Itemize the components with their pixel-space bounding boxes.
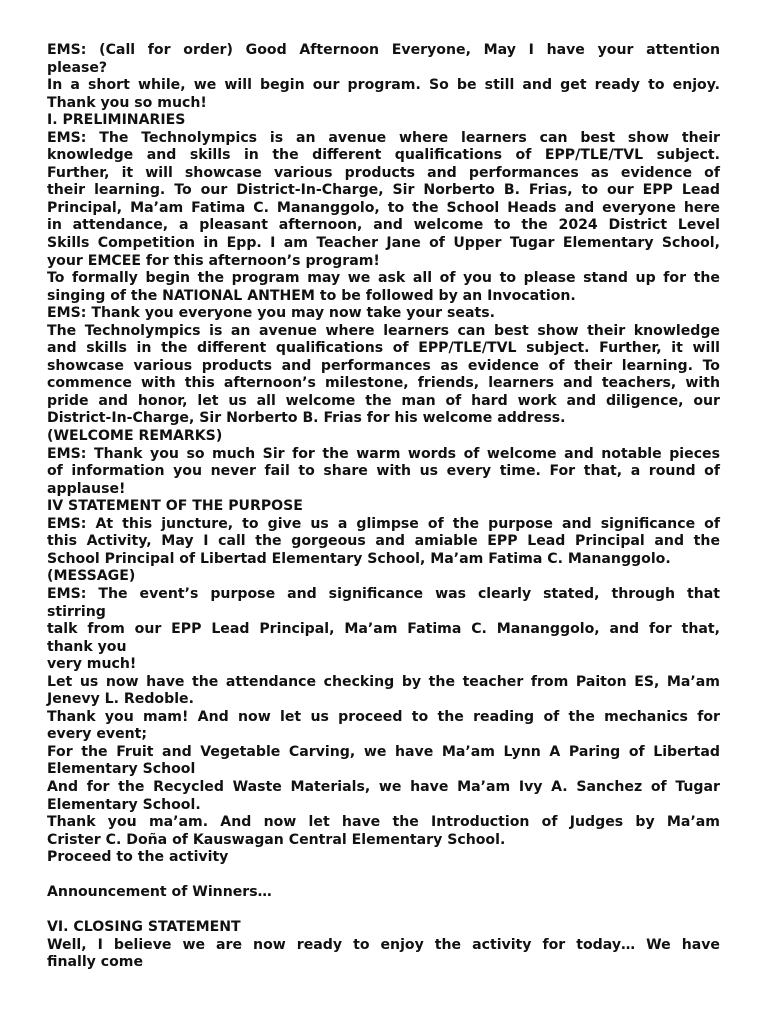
text-line: (WELCOME REMARKS)	[47, 428, 223, 445]
text-line: Elementary School.	[47, 796, 201, 813]
text-line: showcase various products and performances as evidence of their learning. To	[47, 357, 720, 374]
text-line: In a short while, we will begin our program. So be still and get ready to enjoy.	[47, 77, 720, 94]
text-line: pride and honor, let us all welcome the man of hard work and diligence, our	[47, 392, 720, 409]
text-line: EMS: Thank you so much Sir for the warm words of welcome and notable pieces	[47, 445, 720, 462]
paragraph	[47, 814, 720, 849]
text-line: Proceed to the activity	[47, 849, 229, 866]
text-line: IV STATEMENT OF THE PURPOSE	[47, 498, 303, 515]
text-line: EMS: (Call for order) Good Afternoon Everyone, May I have your attention	[47, 42, 720, 58]
document-body	[47, 42, 720, 972]
text-line: this Activity, May I call the gorgeous and amiable EPP Lead Principal and the	[47, 533, 720, 550]
text-line: Skills Competition in Epp. I am Teacher Jane of Upper Tugar Elementary School,	[47, 235, 720, 252]
text-line: EMS: The Technolympics is an avenue where learners can best show their	[47, 129, 720, 146]
text-line: your EMCEE for this afternoon’s program!	[47, 252, 380, 269]
text-line: talk from our EPP Lead Principal, Ma’am Fatima C. Mananggolo, and for that,	[47, 621, 720, 638]
text-line: knowledge and skills in the different qualifications of EPP/TLE/TVL subject.	[47, 147, 720, 164]
text-line: Let us now have the attendance checking by the teacher from Paiton ES, Ma’am	[47, 673, 720, 690]
text-line: School Principal of Libertad Elementary School, Ma’am Fatima C. Mananggolo.	[47, 550, 671, 567]
text-line: stirring	[47, 603, 106, 620]
text-line: EMS: At this juncture, to give us a glimpse of the purpose and significance of	[47, 515, 720, 532]
text-line: The Technolympics is an avenue where learners can best show their knowledge	[47, 322, 720, 339]
section-heading	[47, 112, 720, 130]
text-line: Thank you mam! And now let us proceed to the reading of the mechanics for	[47, 708, 720, 725]
text-line: For the Fruit and Vegetable Carving, we have Ma’am Lynn A Paring of Libertad	[47, 743, 720, 760]
paragraph	[47, 516, 720, 569]
text-line: Well, I believe we are now ready to enjoy the activity for today… We have	[47, 936, 720, 953]
text-line: Principal, Ma’am Fatima C. Mananggolo, to the School Heads and everyone here	[47, 199, 720, 216]
text-line: I. PRELIMINARIES	[47, 112, 186, 129]
paragraph	[47, 270, 720, 305]
text-line: thank you	[47, 638, 127, 655]
text-line: and skills in the different qualifications of EPP/TLE/TVL subject. Further, it will	[47, 340, 720, 357]
text-line: in attendance, a pleasant afternoon, and welcome to the 2024 District Level	[47, 217, 720, 234]
text-line: (MESSAGE)	[47, 568, 136, 585]
paragraph	[47, 884, 720, 902]
section-heading	[47, 919, 720, 937]
paragraph	[47, 674, 720, 709]
text-line: VI. CLOSING STATEMENT	[47, 919, 241, 936]
text-line: To formally begin the program may we ask all of you to please stand up for the	[47, 270, 720, 287]
section-heading	[47, 568, 720, 586]
text-line: EMS: The event’s purpose and significance was clearly stated, through that	[47, 585, 720, 602]
text-line: please?	[47, 59, 108, 76]
text-line: EMS: Thank you everyone you may now take your seats.	[47, 305, 495, 322]
text-line: very much!	[47, 656, 137, 673]
paragraph	[47, 586, 720, 621]
text-line: Jenevy L. Redoble.	[47, 691, 194, 708]
text-line: Further, it will showcase various products and performances as evidence of	[47, 164, 720, 181]
text-line: of information you never fail to share with us every time. For that, a round of	[47, 463, 720, 480]
text-line: And for the Recycled Waste Materials, we have Ma’am Ivy A. Sanchez of Tugar	[47, 778, 720, 795]
paragraph	[47, 709, 720, 744]
text-line: their learning. To our District-In-Charge, Sir Norberto B. Frias, to our EPP Lead	[47, 182, 720, 199]
paragraph	[47, 779, 720, 814]
paragraph	[47, 621, 720, 656]
paragraph	[47, 42, 720, 77]
section-heading	[47, 498, 720, 516]
text-line: applause!	[47, 480, 126, 497]
text-line: Thank you so much!	[47, 94, 207, 111]
text-line: District-In-Charge, Sir Norberto B. Frias for his welcome address.	[47, 410, 566, 427]
text-line: commence with this afternoon’s milestone, friends, learners and teachers, with	[47, 375, 720, 392]
text-line: finally come	[47, 954, 144, 971]
paragraph	[47, 446, 720, 499]
blank-line	[47, 867, 720, 885]
section-heading	[47, 428, 720, 446]
blank-line	[47, 902, 720, 920]
paragraph	[47, 305, 720, 323]
paragraph	[47, 744, 720, 779]
text-line: Crister C. Doña of Kauswagan Central Elementary School.	[47, 831, 506, 848]
paragraph	[47, 656, 720, 674]
text-line: Announcement of Winners…	[47, 884, 272, 901]
paragraph	[47, 937, 720, 972]
text-line: Thank you ma’am. And now let have the Introduction of Judges by Ma’am	[47, 814, 720, 831]
text-line: Elementary School	[47, 761, 196, 778]
document-page	[47, 42, 720, 972]
paragraph	[47, 130, 720, 270]
paragraph	[47, 77, 720, 112]
paragraph	[47, 849, 720, 867]
text-line: every event;	[47, 726, 148, 743]
paragraph	[47, 323, 720, 428]
text-line: singing of the NATIONAL ANTHEM to be followed by an Invocation.	[47, 287, 576, 304]
